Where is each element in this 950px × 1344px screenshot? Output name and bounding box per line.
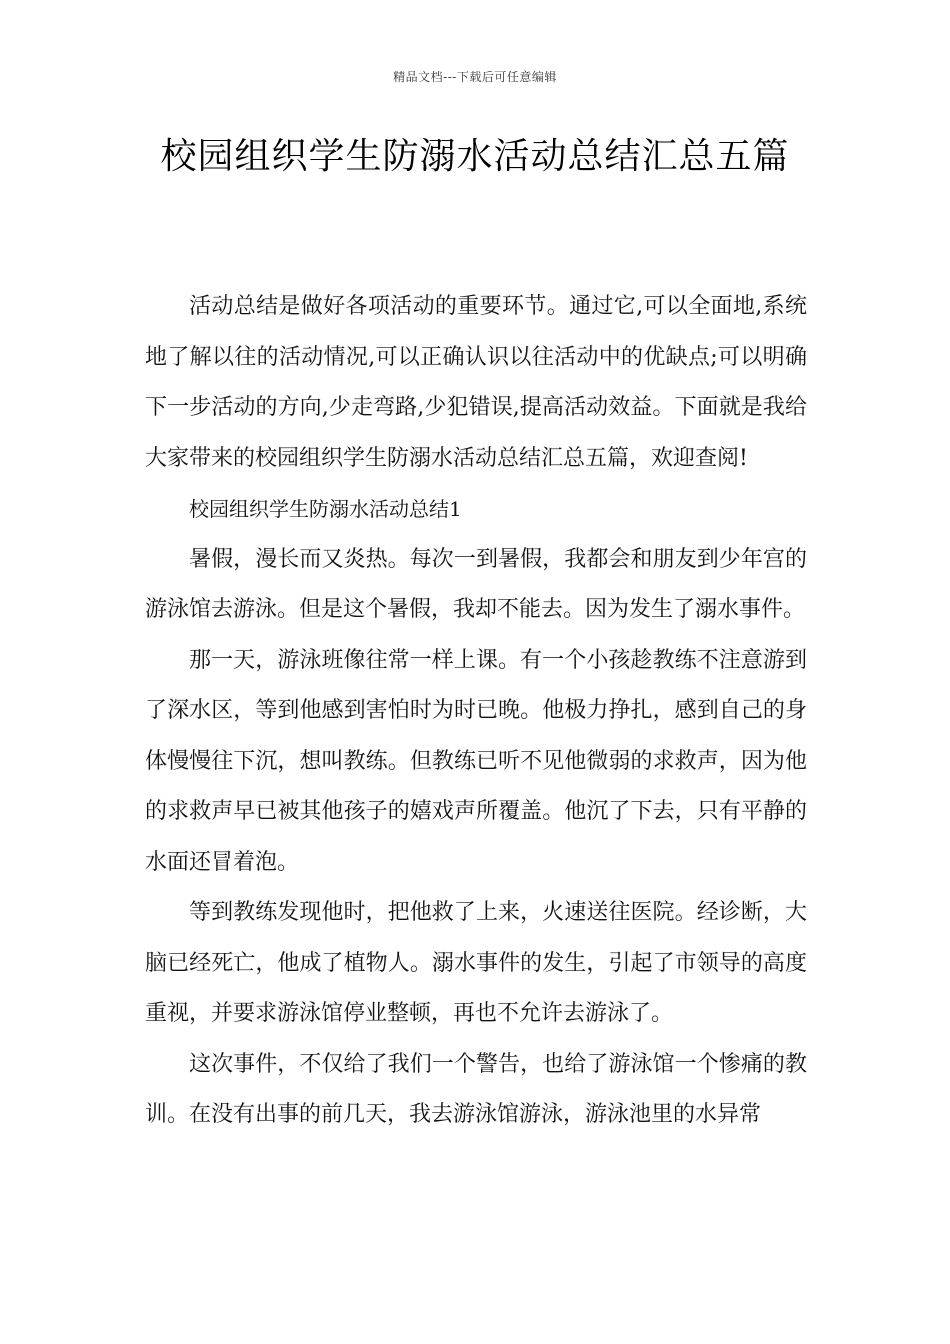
intro-paragraph: 活动总结是做好各项活动的重要环节。通过它,可以全面地,系统地了解以往的活动情况,可以正确认识以往活动中的优缺点;可以明确下一步活动的方向,少走弯路,少犯错误,提高活动效益。下面就是我给大家带来的校园组织学生防溺水活动总结汇总五篇，欢迎查阅!: [145, 294, 807, 471]
body-paragraph-4: 这次事件，不仅给了我们一个警告，也给了游泳馆一个惨痛的教训。在没有出事的前几天，我去游泳馆游泳，游泳池里的水异常: [145, 1051, 807, 1127]
document-body: [145, 282, 807, 1141]
body-paragraph-1: 暑假，漫长而又炎热。每次一到暑假，我都会和朋友到少年宫的游泳馆去游泳。但是这个暑假，我却不能去。因为发生了溺水事件。: [145, 546, 807, 622]
header-note: 精品文档---下载后可任意编辑: [393, 70, 557, 84]
section-heading: 校园组织学生防溺水活动总结1: [189, 497, 462, 521]
body-paragraph-2: 那一天，游泳班像往常一样上课。有一个小孩趁教练不注意游到了深水区，等到他感到害怕时为时已晚。他极力挣扎，感到自己的身体慢慢往下沉，想叫教练。但教练已听不见他微弱的求救声，因为他的求救声早已被其他孩子的嬉戏声所覆盖。他沉了下去，只有平静的水面还冒着泡。: [145, 647, 807, 875]
body-paragraph-3: 等到教练发现他时，把他救了上来，火速送往医院。经诊断，大脑已经死亡，他成了植物人。溺水事件的发生，引起了市领导的高度重视，并要求游泳馆停业整顿，再也不允许去游泳了。: [145, 900, 807, 1026]
document-title: 校园组织学生防溺水活动总结汇总五篇: [160, 136, 790, 177]
